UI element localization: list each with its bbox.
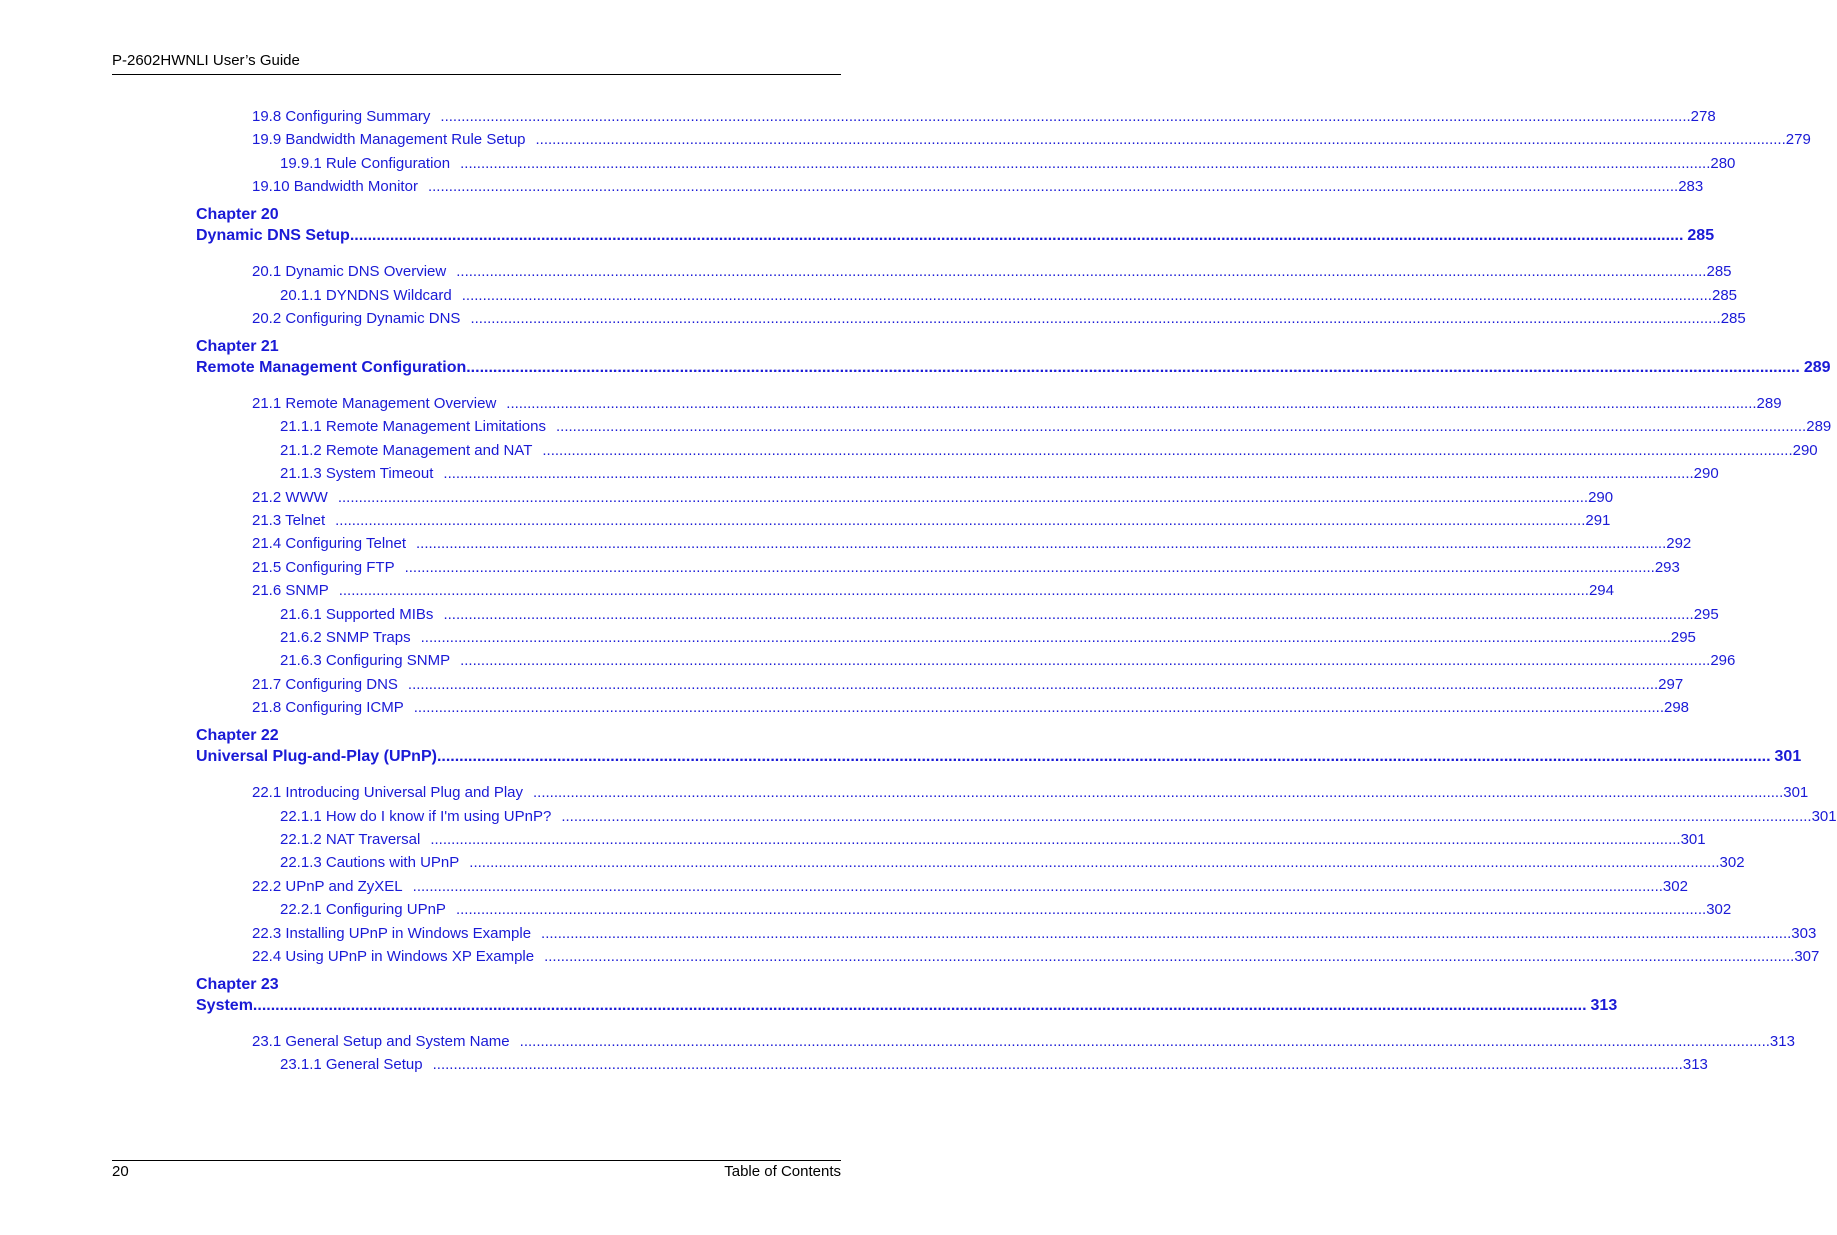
entry-title: 23.1.1 General Setup xyxy=(280,1056,423,1074)
toc-section-entry[interactable] xyxy=(252,107,1716,126)
dot-leader: ............................................................................................................................................................................................................................................................................................................ xyxy=(535,131,1786,149)
dot-leader: ............................................................................................................................................................................................................................................................................................................ xyxy=(456,263,1707,281)
entry-page-number: 290 xyxy=(1792,441,1818,459)
entry-page-number: 295 xyxy=(1693,605,1719,623)
entry-title: 21.1.3 System Timeout xyxy=(280,465,434,483)
entry-title: 20.1 Dynamic DNS Overview xyxy=(252,263,447,281)
dot-leader: ............................................................................................................................................................................................................................................................................................................ xyxy=(436,748,1771,766)
dot-leader: ............................................................................................................................................................................................................................................................................................................ xyxy=(443,605,1694,623)
entry-page-number: 289 xyxy=(1756,395,1782,412)
entry-title: 22.1.2 NAT Traversal xyxy=(280,831,421,848)
chapter-label[interactable]: Chapter 23 xyxy=(196,976,279,993)
entry-title: 22.2 UPnP and ZyXEL xyxy=(252,877,403,895)
entry-title: 21.3 Telnet xyxy=(252,512,326,529)
dot-leader: ............................................................................................................................................................................................................................................................................................................ xyxy=(440,108,1691,125)
toc-section-entry[interactable] xyxy=(252,924,1817,943)
dot-leader: ............................................................................................................................................................................................................................................................................................................ xyxy=(443,465,1694,483)
toc-section-entry[interactable] xyxy=(252,534,1692,553)
entry-page-number: 313 xyxy=(1769,1033,1795,1050)
entry-title: 22.2.1 Configuring UPnP xyxy=(280,901,446,919)
entry-title: 21.1 Remote Management Overview xyxy=(252,395,497,412)
dot-leader: ............................................................................................................................................................................................................................................................................................................ xyxy=(337,488,1589,506)
entry-title: 21.4 Configuring Telnet xyxy=(252,535,406,553)
toc-subsection-entry[interactable] xyxy=(280,853,1745,872)
entry-page-number: 279 xyxy=(1785,131,1811,149)
dot-leader: ............................................................................................................................................................................................................................................................................................................ xyxy=(416,535,1667,553)
chapter-entry[interactable] xyxy=(196,358,1831,378)
entry-page-number: 291 xyxy=(1585,512,1611,529)
dot-leader: ............................................................................................................................................................................................................................................................................................................ xyxy=(460,652,1711,670)
entry-page-number: 294 xyxy=(1588,582,1614,600)
toc-section-entry[interactable] xyxy=(252,877,1688,896)
chapter-page-number: 301 xyxy=(1774,748,1802,766)
dot-leader: ............................................................................................................................................................................................................................................................................................................ xyxy=(555,418,1807,436)
entry-title: 19.10 Bandwidth Monitor xyxy=(252,178,418,196)
dot-leader: ............................................................................................................................................................................................................................................................................................................ xyxy=(541,924,1792,942)
entry-page-number: 297 xyxy=(1658,675,1684,693)
entry-title: 22.1.1 How do I know if I'm using UPnP? xyxy=(280,807,552,825)
running-header xyxy=(112,51,841,75)
toc-subsection-entry[interactable] xyxy=(280,286,1738,305)
chapter-label[interactable]: Chapter 20 xyxy=(196,206,279,224)
toc-section-entry[interactable] xyxy=(252,262,1732,281)
dot-leader: ............................................................................................................................................................................................................................................................................................................ xyxy=(335,512,1586,529)
toc-subsection-entry[interactable] xyxy=(280,605,1719,624)
guide-title: P-2602HWNLI User’s Guide xyxy=(112,52,300,69)
dot-leader: ............................................................................................................................................................................................................................................................................................................ xyxy=(561,807,1812,825)
entry-page-number: 285 xyxy=(1711,286,1738,304)
entry-title: 22.3 Installing UPnP in Windows Example xyxy=(252,924,532,942)
entry-title: 21.6.2 SNMP Traps xyxy=(280,629,411,646)
entry-page-number: 303 xyxy=(1791,924,1817,942)
chapter-entry[interactable] xyxy=(196,747,1802,767)
entry-page-number: 301 xyxy=(1680,831,1706,848)
toc-subsection-entry[interactable] xyxy=(280,417,1832,436)
toc-subsection-entry[interactable] xyxy=(280,807,1837,826)
entry-title: 22.1 Introducing Universal Plug and Play xyxy=(252,784,523,802)
entry-title: 21.1.2 Remote Management and NAT xyxy=(280,441,533,459)
toc-section-entry[interactable] xyxy=(252,675,1684,694)
dot-leader: ............................................................................................................................................................................................................................................................................................................ xyxy=(461,286,1712,304)
chapter-entry[interactable] xyxy=(196,996,1618,1016)
toc-section-entry[interactable] xyxy=(252,130,1811,149)
entry-title: 20.1.1 DYNDNS Wildcard xyxy=(280,286,452,304)
entry-page-number: 301 xyxy=(1811,807,1837,825)
entry-page-number: 283 xyxy=(1678,178,1704,196)
entry-page-number: 292 xyxy=(1666,535,1692,553)
entry-page-number: 307 xyxy=(1794,948,1820,965)
dot-leader: ............................................................................................................................................................................................................................................................................................................ xyxy=(460,154,1711,172)
dot-leader: ............................................................................................................................................................................................................................................................................................................ xyxy=(412,877,1663,895)
toc-section-entry[interactable] xyxy=(252,309,1746,328)
dot-leader: ............................................................................................................................................................................................................................................................................................................ xyxy=(519,1033,1770,1050)
dot-leader: ............................................................................................................................................................................................................................................................................................................ xyxy=(544,948,1795,965)
dot-leader: ............................................................................................................................................................................................................................................................................................................ xyxy=(407,675,1659,693)
toc-subsection-entry[interactable] xyxy=(280,900,1732,919)
chapter-page-number: 313 xyxy=(1590,997,1618,1014)
toc-subsection-entry[interactable] xyxy=(280,441,1818,460)
entry-page-number: 302 xyxy=(1719,854,1745,872)
entry-page-number: 296 xyxy=(1710,652,1736,670)
dot-leader: ............................................................................................................................................................................................................................................................................................................ xyxy=(432,1056,1683,1074)
entry-page-number: 295 xyxy=(1670,629,1696,646)
toc-section-entry[interactable] xyxy=(252,177,1704,196)
chapter-title: Universal Plug-and-Play (UPnP) xyxy=(196,748,437,766)
entry-page-number: 285 xyxy=(1720,310,1746,327)
entry-title: 21.6.3 Configuring SNMP xyxy=(280,652,451,670)
toc-section-entry[interactable] xyxy=(252,581,1614,600)
page-number: 20 xyxy=(112,1163,129,1180)
dot-leader: ............................................................................................................................................................................................................................................................................................................ xyxy=(427,178,1679,196)
entry-page-number: 285 xyxy=(1706,263,1732,281)
toc-subsection-entry[interactable] xyxy=(280,464,1719,483)
chapter-title: Dynamic DNS Setup xyxy=(196,227,350,245)
dot-leader: ............................................................................................................................................................................................................................................................................................................ xyxy=(455,901,1707,919)
entry-title: 21.7 Configuring DNS xyxy=(252,675,398,693)
entry-title: 21.8 Configuring ICMP xyxy=(252,699,404,717)
section-name: Table of Contents xyxy=(724,1163,841,1180)
entry-page-number: 289 xyxy=(1806,418,1832,436)
chapter-title: Remote Management Configuration xyxy=(196,359,467,376)
entry-title: 21.1.1 Remote Management Limitations xyxy=(280,418,546,436)
dot-leader: ............................................................................................................................................................................................................................................................................................................ xyxy=(413,699,1664,717)
toc-section-entry[interactable] xyxy=(252,394,1782,413)
entry-title: 22.1.3 Cautions with UPnP xyxy=(280,854,460,872)
entry-page-number: 293 xyxy=(1654,558,1680,576)
entry-page-number: 313 xyxy=(1682,1056,1708,1074)
dot-leader: ............................................................................................................................................................................................................................................................................................................ xyxy=(252,997,1587,1014)
entry-title: 19.9.1 Rule Configuration xyxy=(280,154,451,172)
dot-leader: ............................................................................................................................................................................................................................................................................................................ xyxy=(338,582,1589,600)
entry-title: 23.1 General Setup and System Name xyxy=(252,1033,510,1050)
dot-leader: ............................................................................................................................................................................................................................................................................................................ xyxy=(533,784,1784,802)
dot-leader: ............................................................................................................................................................................................................................................................................................................ xyxy=(404,558,1655,576)
entry-page-number: 280 xyxy=(1710,154,1736,172)
entry-page-number: 278 xyxy=(1690,108,1716,125)
chapter-title: System xyxy=(196,997,253,1014)
toc-subsection-entry[interactable] xyxy=(280,154,1736,173)
dot-leader: ............................................................................................................................................................................................................................................................................................................ xyxy=(506,395,1757,412)
entry-title: 21.6.1 Supported MIBs xyxy=(280,605,434,623)
toc-section-entry[interactable] xyxy=(252,511,1611,530)
chapter-entry[interactable] xyxy=(196,226,1715,246)
toc-section-entry[interactable] xyxy=(252,558,1680,577)
entry-title: 22.4 Using UPnP in Windows XP Example xyxy=(252,948,535,965)
toc-subsection-entry[interactable] xyxy=(280,651,1736,670)
dot-leader: ............................................................................................................................................................................................................................................................................................................ xyxy=(469,854,1720,872)
entry-title: 21.2 WWW xyxy=(252,488,328,506)
toc-subsection-entry[interactable] xyxy=(280,628,1696,647)
entry-title: 21.5 Configuring FTP xyxy=(252,558,395,576)
dot-leader: ............................................................................................................................................................................................................................................................................................................ xyxy=(542,441,1793,459)
chapter-label[interactable]: Chapter 21 xyxy=(196,338,279,355)
dot-leader: ............................................................................................................................................................................................................................................................................................................ xyxy=(420,629,1671,646)
toc-section-entry[interactable] xyxy=(252,783,1809,802)
chapter-page-number: 285 xyxy=(1687,227,1715,245)
dot-leader: ............................................................................................................................................................................................................................................................................................................ xyxy=(430,831,1681,848)
dot-leader: ............................................................................................................................................................................................................................................................................................................ xyxy=(466,359,1800,376)
chapter-label[interactable]: Chapter 22 xyxy=(196,727,279,745)
entry-page-number: 301 xyxy=(1783,784,1809,802)
entry-title: 19.8 Configuring Summary xyxy=(252,108,431,125)
toc-section-entry[interactable] xyxy=(252,947,1820,966)
entry-page-number: 290 xyxy=(1693,465,1719,483)
entry-page-number: 302 xyxy=(1706,901,1732,919)
toc-subsection-entry[interactable] xyxy=(280,830,1706,849)
entry-page-number: 298 xyxy=(1664,699,1690,717)
dot-leader: ............................................................................................................................................................................................................................................................................................................ xyxy=(349,227,1684,245)
entry-title: 21.6 SNMP xyxy=(252,582,329,600)
running-footer xyxy=(112,1160,841,1184)
entry-title: 19.9 Bandwidth Management Rule Setup xyxy=(252,131,526,149)
toc-section-entry[interactable] xyxy=(252,1032,1795,1051)
toc-subsection-entry[interactable] xyxy=(280,1055,1708,1074)
toc-section-entry[interactable] xyxy=(252,698,1690,717)
entry-page-number: 290 xyxy=(1588,488,1614,506)
entry-page-number: 302 xyxy=(1662,877,1688,895)
chapter-page-number: 289 xyxy=(1803,359,1831,376)
toc-section-entry[interactable] xyxy=(252,488,1614,507)
entry-title: 20.2 Configuring Dynamic DNS xyxy=(252,310,461,327)
dot-leader: ............................................................................................................................................................................................................................................................................................................ xyxy=(470,310,1721,327)
